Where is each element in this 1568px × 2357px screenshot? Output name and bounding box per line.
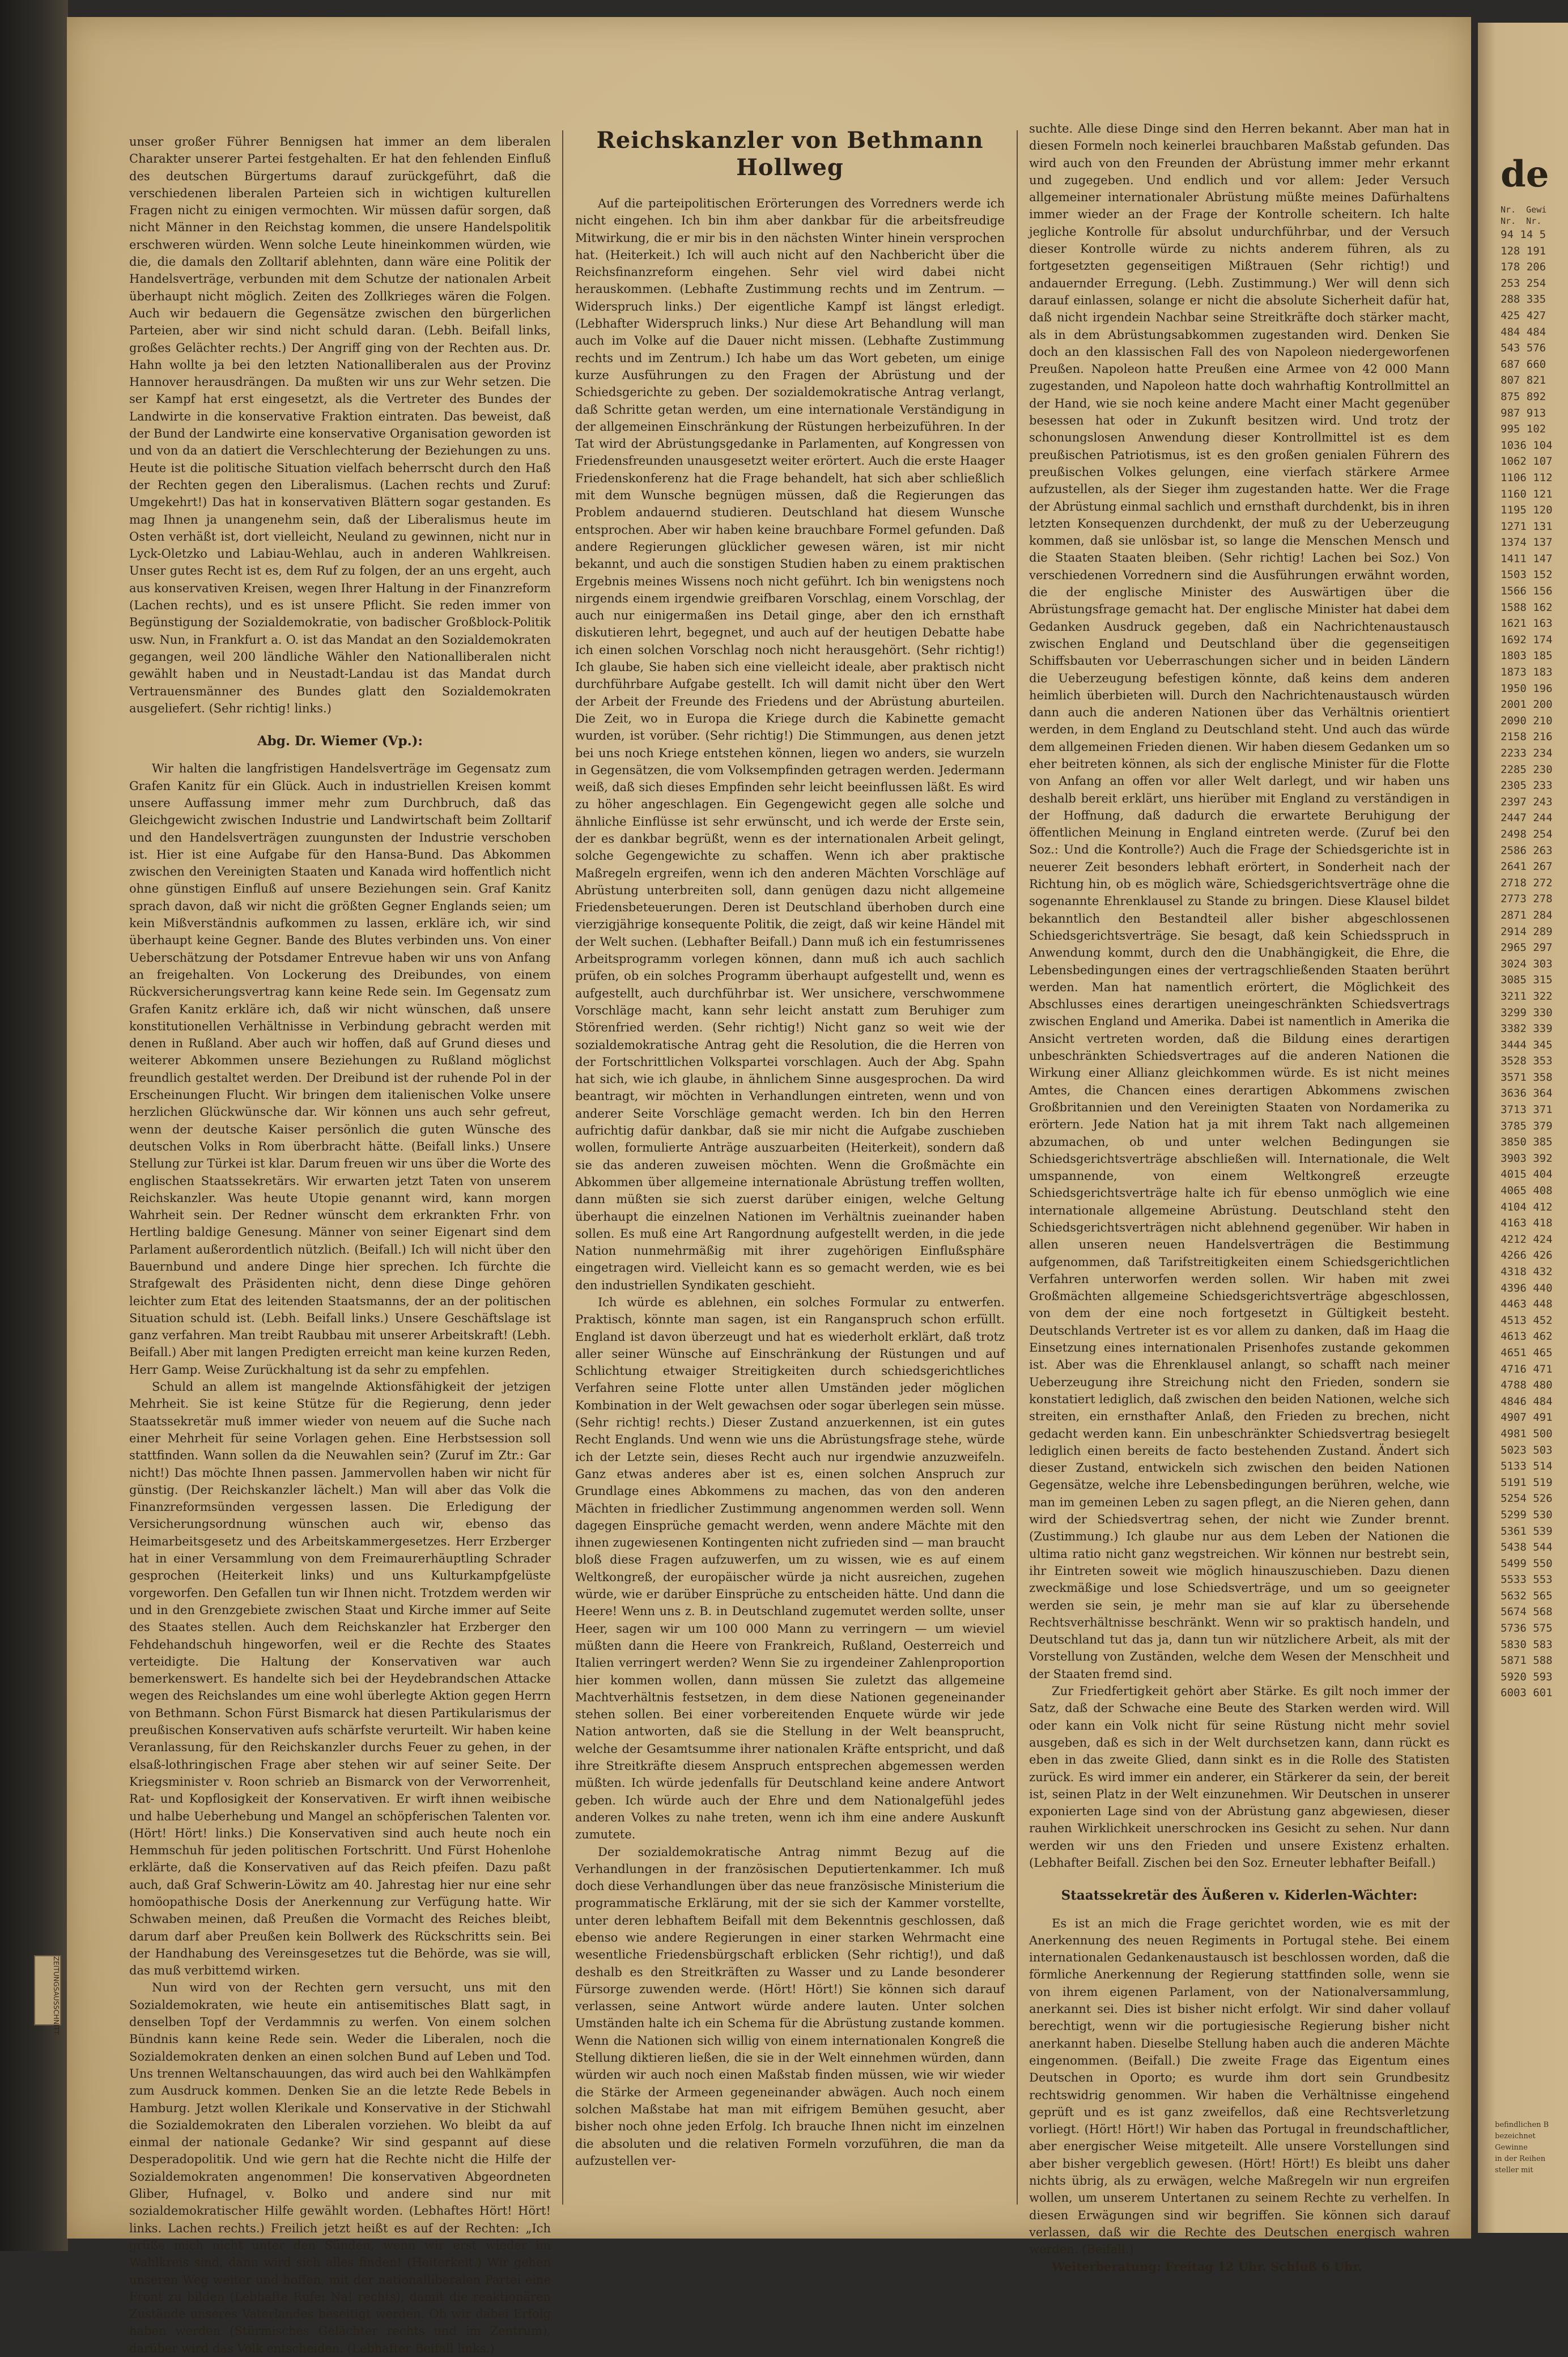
paragraph: Es ist an mich die Frage gerichtet worden, wie es mit der Anerkennung des neuen Regiments in Portugal stehe. Bei einem internationalen Gedankenaustausch ist beschlossen worden, daß die förmliche Anerkennung der Regierung stattfinden solle, wenn sie von ihrem eigenen Parlament, von der Nationalversammlung, anerkannt sei. Dies ist bisher nicht erfolgt. Wir sind daher vollauf berechtigt, wenn wir die portugiesische Regierung bisher nicht anerkannt haben. Dieselbe Stellung haben auch die anderen Mächte eingenommen. (Beifall.) Die zweite Frage das Eigentum eines Deutschen in Oporto; es wurde ihm dort sein Grundbesitz rechtswidrig genommen. Wir haben die Verhältnisse eingehend geprüft und es ist ganz zweifellos, daß eine Rechtsverletzung vorliegt. (Hört! Hört!) Wir haben das Portugal in freundschaftlicher, aber energischer Weise mitgeteilt. Alle unsere Vorstellungen sind aber bisher vergeblich gewesen. (Hört! Hört!) Es bleibt uns daher nichts übrig, als zu erwägen, welche Maßregeln wir nun ergreifen wollen, um unserem Untertanen zu seinem Rechte zu verhelfen. In diesen Erwägungen sind wir begriffen. Sie können sich darauf verlassen, daß wir die Rechte des Deutschen energisch wahren werden. (Beifall.) (1029, 1916, 1450, 2257)
next-page-subheading: Nr. Gewi Nr. Nr. (1501, 205, 1547, 226)
next-page-heading: de (1501, 153, 1549, 196)
paragraph: Ich würde es ablehnen, ein solches Formular zu entwerfen. Praktisch, könnte man sagen, ist ein Ranganspruch schon erfüllt. England ist davon überzeugt und hat es wiederholt erklärt, daß trotz aller seiner Wünsche auf Einschränkung der Rüstungen und auf Schlichtung etwaiger Streitigkeiten durch schiedsgerichtliches Verfahren seine Flotte unter allen Umständen jeder möglichen Kombination in der Welt gewachsen oder sogar überlegen sein müsse. (Sehr richtig! rechts.) Dieser Zustand anzuerkennen, ist ein gutes Recht Englands. Und wenn wie uns die Abrüstungsfrage stehe, würde ich der Letzte sein, dieses Recht auch nur irgendwie anzuzweifeln. Ganz etwas anderes aber ist es, einen solchen Anspruch zur Grundlage eines Abkommens zu machen, das von den anderen Mächten in friedlicher Zustimmung angenommen werden soll. Wenn dagegen Einsprüche gemacht werden, wenn andere Mächte mit den ihnen zugewiesenen Kontingenten nicht zufrieden sind — man braucht bloß diese Fragen aufzuwerfen, um zu wissen, wie es auf einem Weltkongreß, der europäischer würde ja nicht ausreichen, zugehen würde, wie er darüber Einsprüche zu entscheiden hätte. Und dann die Heere! Wenn uns z. B. in Deutschland zugemutet werden sollte, unser Heer, sagen wir um 100 000 Mann zu verringern — um wieviel müßten dann die Heere von Frankreich, Rußland, Oesterreich und Italien verringert werden? Wenn Sie zu irgendeiner Zahlenproportion hier kommen wollen, dann müssen Sie zuletzt das allgemeine Machtverhältnis festsetzen, in dem diese Nationen gegeneinander stehen sollen. Bei einer vorbereitenden Enquete würde wir jede Nation antworten, daß sie die Stellung in der Welt beansprucht, welche der Gesamtsumme ihrer nationalen Kräfte entspricht, und daß ihre Streitkräfte diesem Anspruch entsprechen abgemessen werden müßten. Ich würde jedenfalls für Deutschland keine andere Antwort geben. Ich würde auch der Ehre und dem Nationalgefühl jedes anderen Volkes zu nahe treten, wenn ich ihm eine andere Auskunft zumutete. (575, 1296, 1005, 1842)
paragraph: unser großer Führer Bennigsen hat immer an dem liberalen Charakter unserer Partei festgehalten. Er hat den fehlenden Einfluß des deutschen Bürgertums darauf zurückgeführt, daß die verschiedenen liberalen Parteien sich in wichtigen kulturellen Fragen nicht zu einigen vermochten. Wir müssen dafür sorgen, daß nicht Männer in den Reichstag kommen, die unsere Handelspolitik erschweren würden. Wenn solche Leute hineinkommen würden, wie die, die damals den Zolltarif ablehnten, dann wäre eine Politik der Handelsverträge, verbunden mit dem Schutze der nationalen Arbeit überhaupt nicht möglich. Zeiten des Zollkrieges wären die Folgen. Auch wir bedauern die Gegensätze zwischen den bürgerlichen Parteien, aber wir sind nicht schuld daran. (Lebh. Beifall links, großes Gelächter rechts.) Der Angriff ging von der Rechten aus. Dr. Hahn wollte ja bei den letzten Nationalliberalen aus der Provinz Hannover herausdrängen. Da mußten wir uns zur Wehr setzen. Die ser Kampf hat erst eingesetzt, als die Vertreter des Bundes der Landwirte in die konservative Fraktion eintraten. Das beweist, daß der Bund der Landwirte eine konservative Organisation geworden ist und von da an datiert die Verschlechterung der Beziehungen zu uns. Heute ist die politische Situation vielfach beherrscht durch den Haß der Rechten gegen den Liberalismus. (Lachen rechts und Zuruf: Umgekehrt!) Das hat in konservativen Blättern sogar gestanden. Es mag Ihnen ja unangenehm sein, daß der Liberalismus heute im Osten verhäßt ist, dort vielleicht, Neuland zu gewinnen, nicht nur in Lyck-Oletzko und Labiau-Wehlau, auch in anderen Wahlkreisen. Unser gutes Recht ist es, dem Ruf zu folgen, der an uns ergeht, auch aus konservativen Kreisen, wegen Ihrer Haltung in der Finanzreform (Lachen rechts), und es ist unsere Pflicht. Sie reden immer von Begünstigung der Sozialdemokratie, von badischer Großblock-Politik usw. Nun, in Frankfurt a. O. ist das Mandat an den Sozialdemokraten gegangen, weil 200 ländliche Wähler den Nationalliberalen nicht gewählt haben und in Neustadt-Landau ist das Mandat durch Vertrauensmänner des Bundes glatt den Sozialdemokraten ausgeliefert. (Sehr richtig! links.) (129, 135, 551, 715)
column-rule (1017, 130, 1018, 2205)
archive-stamp: ZEITUNGSAUSSCHNITT (34, 1955, 61, 2025)
next-page-footnote: befindlichen B bezeichnet Gewinne in der Reihen steller mit (1495, 2121, 1549, 2175)
paragraph: Zur Friedfertigkeit gehört aber Stärke. Es gilt noch immer der Satz, daß der Schwache eine Beute des Starken werden wird. Will oder kann ein Volk nicht für seine Rüstung nicht mehr soviel ausgeben, daß es sich in der Welt durchsetzen kann, dann rückt es eben in das zweite Glied, dann sinkt es in die Rolle des Statisten zurück. Es wird immer ein anderer, ein Stärkerer da sein, der bereit ist, seinen Platz in der Welt einzunehmen. Wir Deutschen in unserer exponierten Lage sind von der Abrüstung ganz abgewiesen, dieser rauhen Wirklichkeit unerschrocken ins Gesicht zu sehen. Nur dann werden wir uns den Frieden und unsere Existenz erhalten. (Lebhafter Beifall. Zischen bei den Soz. Erneuter lebhafter Beifall.) (1029, 1684, 1450, 1870)
paragraph: Schuld an allem ist mangelnde Aktionsfähigkeit der jetzigen Mehrheit. Sie ist keine Stütze für die Regierung, denn jeder Staatssekretär muß immer wieder von neuem auf die Suche nach einer Mehrheit für seine Vorlagen gehen. Eine Herbstsession soll stattfinden. Wann sollen da die Neuwahlen sein? (Zuruf im Ztr.: Gar nicht!) Das möchte Ihnen passen. Jammervollen haben wir nicht für günstig. (Der Reichskanzler lächelt.) Man will aber das Volk die Finanzreformsünden vergessen lassen. Die Erledigung der Versicherungsordnung wünschen auch wir, ebenso das Heimarbeitsgesetz und des Arbeitskammergesetzes. Herr Erzberger hat in einer Versammlung von dem Freimaurerhäuptling Schrader gesprochen (Heiterkeit links) und uns Kulturkampfgelüste vorgeworfen. Den Gefallen tun wir Ihnen nicht. Trotzdem werden wir und in den Grenzgebiete zwischen Staat und Kirche immer auf Seite des Staates stellen. Auch dem Reichskanzler hat Erzberger den Fehdehandschuh hingeworfen, weil er die Rechte des Staates verteidigte. Die Haltung der Konservativen war auch bemerkenswert. Es handelte sich bei der Heydebrandschen Attacke wegen des Reichslandes um eine wohl überlegte Aktion gegen Herrn von Bethmann. Schon Fürst Bismarck hat diesen Partikularismus der preußischen Konservativen aufs schärfste verurteilt. Wir haben keine Veranlassung, für den Reichskanzler durchs Feuer zu gehen, in der elsaß-lothringischen Frage aber stehen wir auf seiner Seite. Der Kriegsminister v. Roon schrieb an Bismarck von der Verworrenheit, Rat- und Kopflosigkeit der Konservativen. Er wirft ihnen weibische und halbe Ueberhebung und Mangel an schöpferischen Talenten vor. (Hört! Hört! links.) Die Konservativen sind auch heute noch ein Hemmschuh für jeden politischen Fortschritt. Und Fürst Hohenlohe erklärte, daß die Konservativen auf das Reich pfeifen. Dazu paßt auch, daß Graf Schwerin-Löwitz am 40. Jahrestag hier nur eine sehr homöopathische Dosis der Anerkennung zur Verfügung hatte. Wir Schwaben meinen, daß Preußen die Vormacht des Reiches bleibt, darum darf aber Preußen kein Bollwerk des Rückschritts sein. Bei der Handhabung des Vereinsgesetzes tut die Behörde, was sie will, das muß verbittemd wirken. (129, 1380, 551, 1978)
article-headline: Reichskanzler von Bethmann Hollweg (596, 127, 984, 181)
paragraph: Auf die parteipolitischen Erörterungen des Vorredners werde ich nicht eingehen. Ich bin ihm aber dankbar für die arbeitsfreudige Mitwirkung, die er mir bis in den nächsten Winter hinein versprochen hat. (Heiterkeit.) Ich will auch nicht auf den Nachbericht über die Reichsfinanzreform eingehen. Sehr viel wird dabei nicht herauskommen. (Lebhafte Zustimmung rechts und im Zentrum. — Widerspruch links.) Der eigentliche Kampf ist längst erledigt. (Lebhafter Widerspruch links.) Nur diese Art Behandlung will man auch im Volke auf die Dauer nicht missen. (Lebhafte Zustimmung rechts und im Zentrum.) Ich habe um das Wort gebeten, um einige kurze Ausführungen zu den Fragen der Abrüstung und der Schiedsgerichte zu geben. Der sozialdemokratische Antrag verlangt, daß Schritte getan werden, um eine internationale Verständigung in der allgemeinen Einschränkung der Rüstungen herbeizuführen. In der Tat wird der Abrüstungsgedanke in Parlamenten, auf Kongressen von Friedensfreunden unausgesetzt weiter erörtert. Auch die erste Haager Friedenskonferenz hat die Frage behandelt, hat sich aber schließlich mit dem Wunsche begnügen müssen, daß die Regierungen das Problem andauernd studieren. Deutschland hat diesem Wunsche entsprochen. Aber wir haben keine brauchbare Formel gefunden. Daß andere Regierungen glücklicher gewesen wären, ist mir nicht bekannt, und auch die sonstigen Studien haben zu einem praktischen Ergebnis meines Wissens noch nicht geführt. Ich bin wenigstens noch nirgends einem irgendwie greifbaren Vorschlag, einem Vorschlag, der auch nur einigermaßen ins Detail ginge, aber den ich ernsthaft diskutieren lehrt, begegnet, und auch auf der heutigen Debatte habe ich einen solchen Vorschlag noch nicht herausgehört. (Sehr richtig!) Ich glaube, Sie haben sich eine vielleicht ideale, aber praktisch nicht durchführbare Aufgabe gestellt. Ich will damit nicht über den Wert der Arbeit der Freunde des Friedens und der Abrüstung aburteilen. Die Zeit, wo in Europa die Kriege durch die Kabinette gemacht wurden, ist vorüber. (Sehr richtig!) Die Stimmungen, aus denen jetzt bei uns noch Kriege entstehen können, liegen wo anders, sie wurzeln in Gegensätzen, die vom Volksempfinden getragen werden. Jedermann weiß, daß sich dieses Empfinden sehr leicht beeinflussen läßt. Es wird zu höher angeschlagen. Ein Gegengewicht gegen alle solche und ähnliche Einflüsse ist sehr erwünscht, und ich werde der Erste sein, der es dankbar begrüßt, wenn es der internationalen Arbeit gelingt, solche Gegengewichte zu schaffen. Wenn ich aber praktische Maßregeln ergreifen, wenn ich den anderen Mächten Vorschläge auf Abrüstung unterbreiten soll, dann genügen dazu nicht allgemeine Friedensbeteuerungen. Deren ist Deutschland überhoben durch eine vierzigjährige konsequente Politik, die zeigt, daß wir keine Händel mit der Welt suchen. (Lebhafter Beifall.) Dann muß ich ein festumrissenes Arbeitsprogramm vorlegen können, dann muß ich auch sachlich prüfen, ob ein solches Programm überhaupt aufgestellt und, wenn es aufgestellt, auch durchführbar ist. Wer unsichere, verschwommene Vorschläge macht, kann sehr leicht anstatt zum Beruhiger zum Störenfried werden. (Sehr richtig!) Nicht ganz so weit wie der sozialdemokratische Antrag geht die Resolution, die die Herren von der Fortschrittlichen Volkspartei vorschlagen. Auch der Abg. Spahn hat sich, wie ich glaube, in ähnlichem Sinne ausgesprochen. Da wird beantragt, wir möchten in Verhandlungen eintreten, wenn und von anderer Seite Vorschläge gemacht werden. Ich bin den Herren aufrichtig dafür dankbar, daß sie mir nicht die Aufgabe zuschieben wollen, formulierte Anträge auszuarbeiten (Heiterkeit), sondern daß sie das anderen zuweisen möchten. Wenn die Großmächte ein Abkommen über allgemeine internationale Abrüstung treffen wollten, dann müßten sie sich zuerst darüber einigen, welche Geltung überhaupt die einzelnen Nationen im Verhältnis zueinander haben sollen. Es muß eine Art Rangordnung aufgestellt werden, in die jede Nation nunmehrmäßig mit ihrer zugehörigen Einflußsphäre eingetragen wird. Vielleicht kann es so gemacht werden, wie es bei den industriellen Syndikaten geschieht. (575, 197, 1005, 1292)
speaker-heading: Staatssekretär des Äußeren v. Kiderlen-Wächter: (1061, 1888, 1418, 1904)
paragraph: Der sozialdemokratische Antrag nimmt Bezug auf die Verhandlungen in der französischen Deputiertenkammer. Ich muß doch diese Verhandlungen über das neue französische Ministerium die programmatische Erklärung, mit der sie sich der Kammer vorstellte, unter deren lebhaftem Beifall mit dem Bekenntnis geschlossen, daß ebenso wie andere Regierungen in einer starken Wehrmacht eine wesentliche Friedensbürgschaft erblicken (Sehr richtig!), und daß deshalb es den Streitkräften zu Wasser und zu Lande besonderer Fürsorge zuwenden werde. (Hört! Hört!) Sie können sich darauf verlassen, seine Antwort würde andere lauten. Unter solchen Umständen halte ich ein Schema für die Abrüstung zustande kommen. Wenn die Nationen sich willig von einem internationalen Kongreß die Stellung diktieren ließen, die sie in der Welt einnehmen würden, dann würden wir auch noch einen Maßstab finden müssen, wie wir wieder die Stärke der Armeen gegeneinander abwägen. Auch noch einem solchen Maßstabe hat man mit eifrigem Bemühen gesucht, aber bisher noch ohne jeden Erfolg. Ich brauche Ihnen nicht im einzelnen die absoluten und die relativen Formeln vorzuführen, die man da aufzustellen ver- (575, 1845, 1005, 2168)
paragraph: Wir halten die langfristigen Handelsverträge im Gegensatz zum Grafen Kanitz für ein Glück. Auch in industriellen Kreisen kommt unsere Auffassung immer mehr zum Durchbruch, daß das Gleichgewicht zwischen Industrie und Landwirtschaft beim Zolltarif und den Handelsverträgen zuungunsten der Industrie verschoben ist. Hier ist eine Aufgabe für den Hansa-Bund. Das Abkommen zwischen den Vereinigten Staaten und Kanada wird hoffentlich nicht ohne günstigen Einfluß auf unsere Beziehungen sein. Graf Kanitz sprach davon, daß wir nicht die größten Gegner Englands seien; um kein Mißverständnis aufkommen zu lassen, erkläre ich, wir sind überhaupt keine Gegner. Bande des Blutes verbinden uns. Von einer Ueberschätzung der Potsdamer Entrevue haben wir uns von Anfang an freigehalten. Von Lockerung des Dreibundes, von einem Rückversicherungsvertrag kann keine Rede sein. Im Gegensatz zum Grafen Kanitz erkläre ich, daß wir nicht wünschen, daß unsere konstitutionellen Verhältnisse in Verbindung gebracht werden mit denen in Rußland. Aber auch wir hoffen, daß auf Grund dieses und weiterer Abkommen unsere Beziehungen zu Rußland möglichst freundlich gestaltet werden. Der Dreibund ist der ruhende Pol in der Erscheinungen Flucht. Wir bringen dem italienischen Volke unsere herzlichen Glückwünsche dar. Wir können uns auch sehr gefreut, wenn der deutsche Kaiser persönlich die guten Wünsche des deutschen Volks in Rom überbracht hätte. (Beifall links.) Unsere Stellung zur Türkei ist klar. Darum freuen wir uns über die Worte des englischen Staatssekretärs. Wir erwarten jetzt Taten von unserem Reichskanzler. Was heute Utopie genannt wird, kann morgen Wahrheit sein. Der Redner wünscht dem erkrankten Frhr. von Hertling baldige Genesung. Männer von seiner Eigenart sind dem Parlament außerordentlich nützlich. (Beifall.) Ich will nicht über den Bauernbund und andere Dinge hier sprechen. Ich fürchte die Strafgewalt des Präsidenten nicht, denn diese Dinge gehören leichter zum Etat des leitenden Staatsmanns, der an der politischen Situation schuld ist. (Lebh. Beifall links.) Unsere Geschäftslage ist ganz verfahren. Man treibt Raubbau mit unserer Arbeitskraft! (Lebh. Beifall.) Aber mit langen Predigten erreicht man keine kurzen Reden, Herr Gamp. Weise Zurückhaltung ist da sehr zu empfehlen. (129, 762, 551, 1377)
column-right (1029, 120, 1450, 2275)
paragraph: Nun wird von der Rechten gern versucht, uns mit den Sozialdemokraten, wie heute ein antisemitisches Blatt sagt, in denselben Topf der Verdammnis zu werfen. Von einem solchen Bündnis kann keine Rede sein. Weder die Liberalen, noch die Sozialdemokraten denken an einen solchen Bund auf Leben und Tod. Uns trennen Weltanschauungen, das wird auch bei den Wahlkämpfen zum Ausdruck kommen. Denken Sie an die letzte Rede Bebels in Hamburg. Jetzt wollen Klerikale und Konservative in der Stichwahl die Sozialdemokraten den Liberalen vorziehen. Wo bleibt da auf einmal der nationale Gedanke? Wir sind gespannt auf diese Desperadopolitik. Und wie gern hat die Rechte nicht die Hilfe der Sozialdemokraten angenommen! Die konservativen Abgeordneten Gliber, Hufnagel, v. Bolko und andere sind nur mit sozialdemokratischer Hilfe gewählt worden. (Lebhaftes Hört! Hört! links. Lachen rechts.) Freilich jetzt heißt es auf der Rechten: „Ich grüße mich nicht unter den Sünden, wenn wir erst wieder im Wahlkreis sind, dann wird sich alles finden! (Heiterkeit.) Wir gehen unseren Weg weiter und hoffen, mit der nationalliberalen Partei eine Front zu bilden (Lebhafte Rufe: Na! rechts), damit die reaktionären Zustände unseres Vaterlandes beseitigt werden. Ob wir dabei Erfolg haben werden (Stürmisches Gelächter rechts und im Zentrum), darüber wird das Volk entscheiden. (Lebhafter Beifall links.) (129, 1981, 551, 2355)
lottery-number-list: 94 14 5 128 191 178 206 253 254 288 335 425 427 484 484 543 576 687 660 807 821 875 892 987 913 995 102 1036 104 1062 107 1106 112 1160 121 1195 120 1271 131 1374 137 1411 147 1503 152 1566 156 1588 162 1621 163 1692 174 1803 185 1873 183 1950 196 2001 200 2090 210 2158 216 2233 234 2285 230 2305 233 2397 243 2447 244 2498 254 2586 263 2641 267 2718 272 2773 278 2871 284 2914 289 2965 297 3024 303 3085 315 3211 322 3299 330 3382 339 3444 345 3528 353 3571 358 3636 364 3713 371 3785 379 3850 385 3903 392 4015 404 4065 408 4104 412 4163 418 4212 424 4266 426 4318 432 4396 440 4463 448 4513 452 4613 462 4651 465 4716 471 4788 480 4846 484 4907 491 4981 500 5023 503 5133 514 5191 519 5254 526 5299 530 5361 539 5438 544 5499 550 5533 553 5632 565 5674 568 5736 575 5830 583 5871 588 5920 593 6003 601 (1501, 228, 1553, 1700)
next-page-edge (1478, 23, 1568, 2233)
book-binding (0, 0, 68, 2251)
column-middle (575, 119, 1005, 2169)
column-left (129, 133, 551, 2357)
paragraph: suchte. Alle diese Dinge sind den Herren bekannt. Aber man hat in diesen Formeln noch keinerlei brauchbaren Maßstab gefunden. Das wird auch von den Freunden der Abrüstung immer mehr erkannt und zugegeben. Und endlich und vor allem: Jeder Versuch allgemeiner internationaler Abrüstung müßte meines Dafürhaltens immer wieder an der Frage der Kontrolle scheitern. Ich halte jegliche Kontrolle für absolut undurchführbar, und der Versuch dieser Kontrolle würde zu nichts anderem führen, als zu fortgesetzten gegenseitigen Mißtrauen (Sehr richtig!) und andauernder Erregung. (Lebh. Zustimmung.) Wer will denn sich darauf einlassen, solange er nicht die absolute Sicherheit dafür hat, daß nicht irgendein Nachbar seine Streitkräfte doch stärker macht, als in dem Abrüstungsabkommen zugestanden wird. Denken Sie doch an den klassischen Fall des von Napoleon niedergeworfenen Preußen. Napoleon hatte Preußen eine Armee von 42 000 Mann zugestanden, und Napoleon hatte doch wahrhaftig Kontrollmittel an der Hand, wie sie noch keine andere Macht einer Macht gegenüber besessen hat oder in Zukunft besitzen wird. Und trotz der schonungslosen Anwendung dieser Kontrollmittel ist es dem preußischen Patriotismus, ist es den großen genialen Führern des preußischen Volkes gelungen, eine vierfach stärkere Armee aufzustellen, als der Sieger ihm zugestanden hatte. Wer die Frage der Abrüstung einmal sachlich und ernsthaft durchdenkt, bis in ihren letzten Konsequenzen durchdenkt, der muß zu der Ueberzeugung kommen, daß sie unlösbar ist, so lange die Menschen Mensch und die Staaten Staaten bleiben. (Sehr richtig! Lachen bei Soz.) Von verschiedenen Vorrednern sind die Ausführungen erwähnt worden, die der englische Minister des Auswärtigen über die Abrüstungsfrage gemacht hat. Der englische Minister hat dabei dem Gedanken Ausdruck gegeben, daß ein Nachrichtenaustausch zwischen England und Deutschland über die gegenseitigen Schiffsbauten vor Ueberraschungen sicher und in beiden Ländern die Ueberzeugung befestigen könnte, daß keins dem anderen heimlich überbieten will. Durch den Nachrichtenaustausch würden dann auch die anderen Nationen über das Verhältnis orientiert werden, in dem England zu Deutschland steht. Und auch das würde dem allgemeinen Frieden dienen. Wir haben diesem Gedanken um so eher beitreten können, als sich der englische Minister für die Flotte von Anfang an offen vor aller Welt darlegt, und wir haben uns deshalb bereit erklärt, uns hierüber mit England zu verständigen in der Hoffnung, daß dadurch die erwartete Beruhigung der öffentlichen Meinung in England eintreten werde. (Zuruf bei den Soz.: Und die Kontrolle?) Auch die Frage der Schiedsgerichte ist in neuerer Zeit besonders lebhaft erörtert, in Sonderheit nach der Richtung hin, ob es möglich wäre, Schiedsgerichtsverträge ohne die sogenannte Ehrenklausel zu Stande zu bringen. Diese Klausel bildet bekanntlich den Bestandteil aller bisher abgeschlossenen Schiedsgerichtsverträge. Sie besagt, daß kein Schiedsspruch in Anwendung kommt, durch den die Unabhängigkeit, die Ehre, die Lebensbedingungen eines der vertragschließenden Staaten berührt werden. Man hat namentlich erörtert, die Möglichkeit des Abschlusses eines derartigen uneingeschränkten Schiedsvertrags zwischen England und Amerika. Dabei ist namentlich in Amerika die Ansicht vertreten worden, daß die Bildung eines derartigen unbeschränkten Schiedsvertrages auf die anderen Nationen die Wirkung einer Allianz gleichkommen würde. Es ist nicht meines Amtes, die Chancen eines derartigen Abkommens zwischen Großbritannien und den Vereinigten Staaten von Nordamerika zu erörtern. Jede Nation hat ja mit ihrem Takt nach allgemeinen abzumachen, ob und unter welchen Bedingungen sie Schiedsgerichtsverträge abschließen will. Internationale, die Welt umspannende, von einem Weltkongreß erzeugte Schiedsgerichtsverträge halte ich für ebenso unmöglich wie eine internationale allgemeine Abrüstung. Deutschland steht den Schiedsgerichtsverträgen nicht ablehnend gegenüber. Wir haben in allen unseren neuen Handelsverträgen die Bestimmung aufgenommen, daß Tarifstreitigkeiten einem Schiedsgerichtlichen Verfahren unterworfen werden sollen. Wir haben mit zwei Großmächten allgemeine Schiedsgerichtsverträge abgeschlossen, von dem der eine noch fortgesetzt in Gültigkeit besteht. Deutschlands Vertreter ist es vor allem zu danken, daß im Haag die Einsetzung eines internationalen Prisenhofes zustande gekommen ist. Aber was die Ehrenklausel anlangt, so schafft nach meiner Ueberzeugung ihre Streichung nicht den Frieden, sondern sie konstatiert lediglich, daß zwischen den beiden Nationen, welche sich streiten, ein ernsthafter Anlaß, den Frieden zu brechen, nicht gedacht werden kann. Ein unbeschränkter Schiedsvertrag besiegelt lediglich einen bereits de facto bestehenden Zustand. Ändert sich dieser Zustand, entwickeln sich zwischen den beiden Nationen Gegensätze, welche ihre Lebensbedingungen berühren, welche, wie man im gemeinen Leben zu sagen pflegt, an die Nieren gehen, dann wird der Schiedsvertrag sehen, der nicht wie Zunder brennt. (Zustimmung.) Ich glaube nur aus dem Leben der Nationen die ultima ratio nicht ganz wegstreichen. Wir können nur bestrebt sein, ihr Eintreten soweit wie möglich hinauszuschieben. Dazu dienen zweckmäßige und lose Schiedsverträge, und um so geeigneter werden sie sein, je mehr man sie auf klar zu übersehende Rechtsverhältnisse beschränkt. Wenn wir so praktisch handeln, und Deutschland tut das ja, dann tun wir nützlichere Arbeit, als mit der Vorstellung von Zuständen, welche dem Wesen der Menschheit und der Staaten fremd sind. (1029, 122, 1450, 1681)
session-note: Weiterberatung: Freitag 12 Uhr. Schluß 6 Uhr. (1052, 2259, 1362, 2274)
speaker-heading: Abg. Dr. Wiemer (Vp.): (257, 733, 423, 749)
column-rule (562, 130, 563, 2205)
